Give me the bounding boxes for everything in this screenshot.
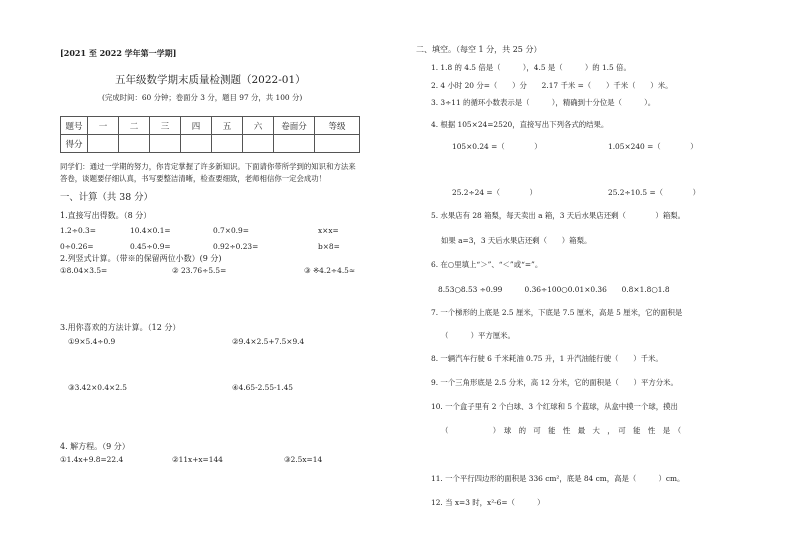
fill-item-4b: 1.05×240 =（ ） (608, 142, 698, 151)
fill-item-3: 3. 3÷11 的循环小数表示是（ ），精确到十分位是（ ）。 (431, 98, 656, 107)
q3-item: ④4.65-2.55-1.45 (232, 383, 293, 392)
section-1-title: 一、计算（共 38 分） (60, 192, 153, 203)
score-table-header-row (61, 117, 360, 135)
fill-item-9: 9. 一个三角形底是 2.5 分米，高 12 分米，它的面积是（ ）平方分米。 (431, 378, 678, 387)
score-cell[interactable] (181, 135, 212, 153)
fill-item-4d: 25.2÷10.5 =（ ） (608, 188, 700, 197)
fill-item-4c: 25.2÷24 =（ ） (452, 188, 537, 197)
fill-item-10b: （ ） 球 的 可 能 性 最 大 ， 可 能 性 是 （ (441, 426, 682, 435)
fill-item-1: 1. 1.8 的 4.5 倍是（ ），4.5 是（ ）的 1.5 倍。 (431, 63, 631, 72)
fill-item-10: 10. 一个盒子里有 2 个白球、3 个红球和 5 个蓝球，从盒中摸一个球，摸出 (431, 402, 678, 411)
table-cell: 二 (119, 117, 150, 135)
intro-line-1: 同学们：通过一学期的努力，你肯定掌握了许多新知识。下面请你带所学到的知识和方法来 (60, 162, 356, 171)
q1-item: b×8= (318, 242, 340, 251)
q2-title: 2.列竖式计算。（带※的保留两位小数）(9 分) (60, 254, 222, 263)
fill-item-5: 5. 水果店有 28 箱梨，每天卖出 a 箱，3 天后水果店还剩（ ）箱梨。 (431, 211, 685, 220)
q1-item: 0÷0.26= (60, 242, 94, 251)
table-cell: 一 (88, 117, 119, 135)
score-cell[interactable] (315, 135, 360, 153)
q4-title: 4. 解方程。（9 分） (60, 442, 130, 451)
fill-item-7: 7. 一个梯形的上底是 2.5 厘米，下底是 7.5 厘米，高是 5 厘米，它的面积是 (431, 308, 683, 317)
q1-item: 1.2÷0.3= (60, 226, 96, 235)
fill-item-5b: 如果 a=3，3 天后水果店还剩（ ）箱梨。 (441, 236, 592, 245)
score-cell[interactable] (119, 135, 150, 153)
score-table-score-row (61, 135, 360, 153)
q3-item: ③3.42×0.4×2.5 (68, 383, 127, 392)
table-cell: 题号 (61, 117, 88, 135)
q2-item: ③ ※4.2÷4.5≈ (304, 266, 356, 275)
table-cell: 得分 (61, 135, 88, 153)
q1-item: x×x= (318, 226, 339, 235)
q1-item: 10.4×0.1= (130, 226, 171, 235)
fill-item-12: 12. 当 x=3 时，x²-6=（ ） (431, 498, 545, 507)
score-cell[interactable] (150, 135, 181, 153)
q3-item: ①9×5.4÷0.9 (68, 337, 116, 346)
score-cell[interactable] (274, 135, 315, 153)
q4-item: ①1.4x+9.8=22.4 (60, 455, 124, 464)
fill-item-11: 11. 一个平行四边形的面积是 336 cm²，底是 84 cm，高是（ ）cm。 (431, 474, 685, 483)
fill-item-8: 8. 一辆汽车行驶 6 千米耗油 0.75 升，1 升汽油能行驶（ ）千米。 (431, 354, 663, 363)
fill-item-4: 4. 根据 105×24=2520，直接写出下列各式的结果。 (431, 120, 609, 129)
q2-item: ①8.04×3.5= (60, 266, 108, 275)
fill-item-7b: （ ）平方厘米。 (441, 331, 515, 340)
intro-line-2: 答卷，谈题要仔细认真，书写要整洁清晰，检查要细致，老师相信你一定会成功！ (60, 174, 327, 183)
q1-item: 0.7×0.9= (213, 226, 249, 235)
exam-title: 五年级数学期末质量检测题（2022-01） (115, 74, 306, 86)
table-cell: 五 (212, 117, 243, 135)
fill-item-6: 6. 在○里填上“＞”、“＜”或“=”。 (431, 260, 543, 269)
q1-title: 1.直接写出得数。（8 分） (60, 211, 152, 220)
score-cell[interactable] (212, 135, 243, 153)
q1-item: 0.92÷0.23= (213, 242, 259, 251)
q2-item: ② 23.76÷5.5= (172, 266, 227, 275)
table-cell: 四 (181, 117, 212, 135)
q3-item: ②9.4×2.5+7.5×9.4 (232, 337, 305, 346)
fill-item-6-items: 8.53○8.53 ÷0.99 0.36÷100○0.01×0.36 0.8×1.8○1.8 (438, 285, 670, 294)
table-cell: 三 (150, 117, 181, 135)
exam-info: (完成时间：60 分钟；卷面分 3 分，题目 97 分，共 100 分) (102, 93, 303, 102)
fill-item-4a: 105×0.24 =（ ） (452, 142, 542, 151)
table-cell: 卷面分 (274, 117, 315, 135)
fill-item-2: 2. 4 小时 20 分=（ ）分 2.17 千米 =（ ）千米（ ）米。 (431, 81, 673, 90)
section-2-title: 二、填空。（每空 1 分，共 25 分） (416, 45, 542, 54)
term-label: [2021 至 2022 学年第一学期] (60, 48, 177, 58)
score-cell[interactable] (88, 135, 119, 153)
table-cell: 等级 (315, 117, 360, 135)
q3-title: 3.用你喜欢的方法计算。（12 分） (60, 323, 181, 332)
q4-item: ②11x+x=144 (172, 455, 223, 464)
q4-item: ③2.5x=14 (284, 455, 323, 464)
score-table (60, 116, 360, 153)
table-cell: 六 (243, 117, 274, 135)
q1-item: 0.45÷0.9= (130, 242, 171, 251)
score-cell[interactable] (243, 135, 274, 153)
